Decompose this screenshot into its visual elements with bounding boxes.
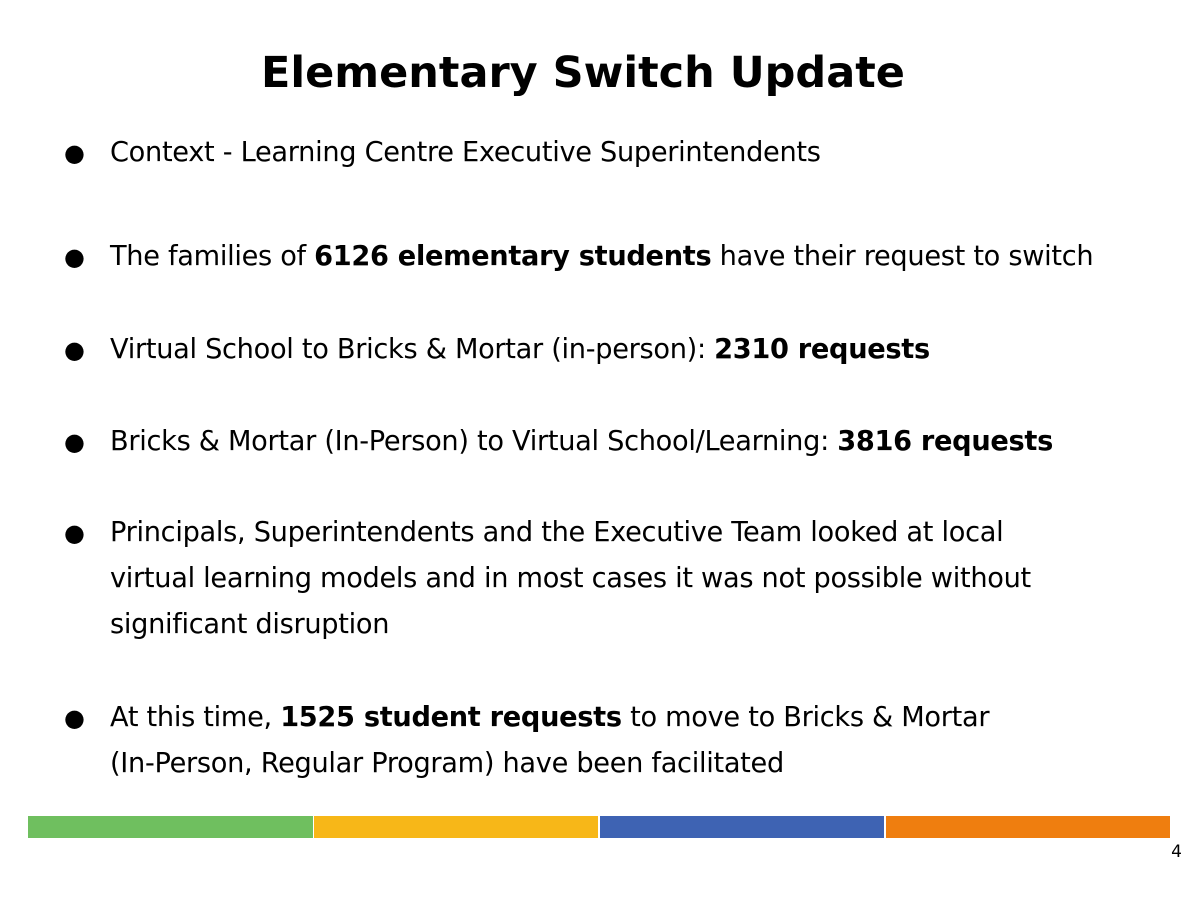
bullet-text-tail: to move to Bricks & Mortar (In-Person, Regular Program) have been facilitated [110, 702, 990, 779]
bullet-emphasis: 3816 requests [837, 426, 1053, 457]
bullet-dot-icon: ● [64, 243, 85, 271]
bullet-text: At this time, [110, 702, 281, 733]
bullet-dot-icon: ● [64, 519, 85, 547]
slide-title: Elementary Switch Update [261, 48, 905, 98]
bullet-emphasis: 2310 requests [714, 334, 930, 365]
bullet-text: Bricks & Mortar (In-Person) to Virtual School/Learning: [110, 426, 838, 457]
bullet-text: Context - Learning Centre Executive Superintendents [110, 137, 821, 168]
bullet-item-principals [64, 510, 1070, 648]
bullet-text-tail: have their request to switch [711, 241, 1094, 272]
bullet-dot-icon: ● [64, 704, 85, 732]
stripe-blue [600, 816, 884, 838]
bullet-text: The families of [110, 241, 315, 272]
bullet-text: Virtual School to Bricks & Mortar (in-person): [110, 334, 715, 365]
bullet-item-families [64, 234, 1110, 280]
bullet-dot-icon: ● [64, 336, 85, 364]
bullet-dot-icon: ● [64, 139, 85, 167]
bullet-item-facilitated [64, 695, 1040, 787]
stripe-yellow [314, 816, 598, 838]
bullet-item-context [64, 130, 1110, 176]
stripe-green [28, 816, 313, 838]
bullet-emphasis: 6126 elementary students [314, 241, 712, 272]
bullet-emphasis: 1525 student requests [280, 702, 622, 733]
bullet-item-virtual-to-bricks [64, 327, 1110, 373]
page-number: 4 [1171, 842, 1182, 862]
bullet-text: Principals, Superintendents and the Executive Team looked at local virtual learning models and in most cases it was not possible without significant disruption [110, 517, 1031, 640]
stripe-orange [886, 816, 1170, 838]
bullet-item-bricks-to-virtual [64, 419, 1110, 465]
bullet-dot-icon: ● [64, 428, 85, 456]
